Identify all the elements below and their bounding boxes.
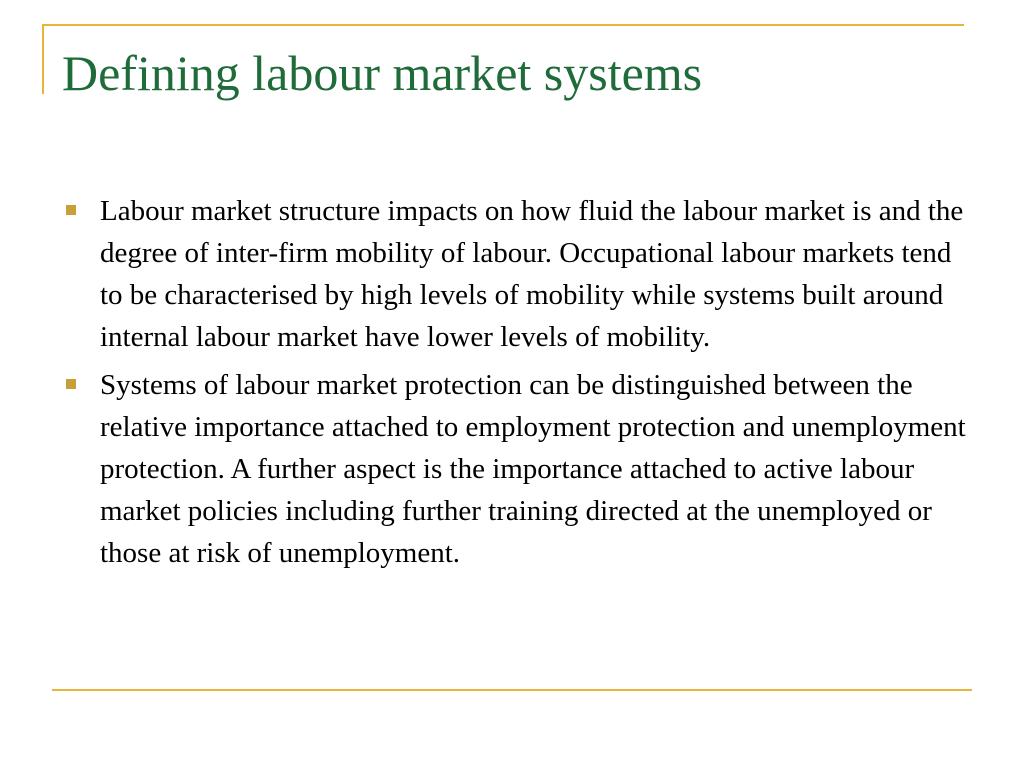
bullet-list [66,190,966,580]
frame-bottom-rule [52,689,972,691]
square-bullet-icon [66,379,76,389]
frame-top-rule [42,24,964,26]
slide-title: Defining labour market systems [62,45,703,101]
bullet-text: Labour market structure impacts on how fluid the labour market is and the degree of inter-firm mobility of labour. Occupational labour markets tend to be characterised by high levels of mobility while systems built around internal labour market have lower levels of mobility. [100,195,964,353]
frame-left-rule [42,24,44,94]
bullet-text: Systems of labour market protection can be distinguished between the relative importance attached to employment protection and unemployment protection. A further aspect is the importance attached to active labour market policies including further training directed at the unemployed or those at risk of unemployment. [100,369,966,569]
bullet-item-2 [66,364,966,574]
square-bullet-icon [66,205,76,215]
bullet-item-1 [66,190,966,358]
